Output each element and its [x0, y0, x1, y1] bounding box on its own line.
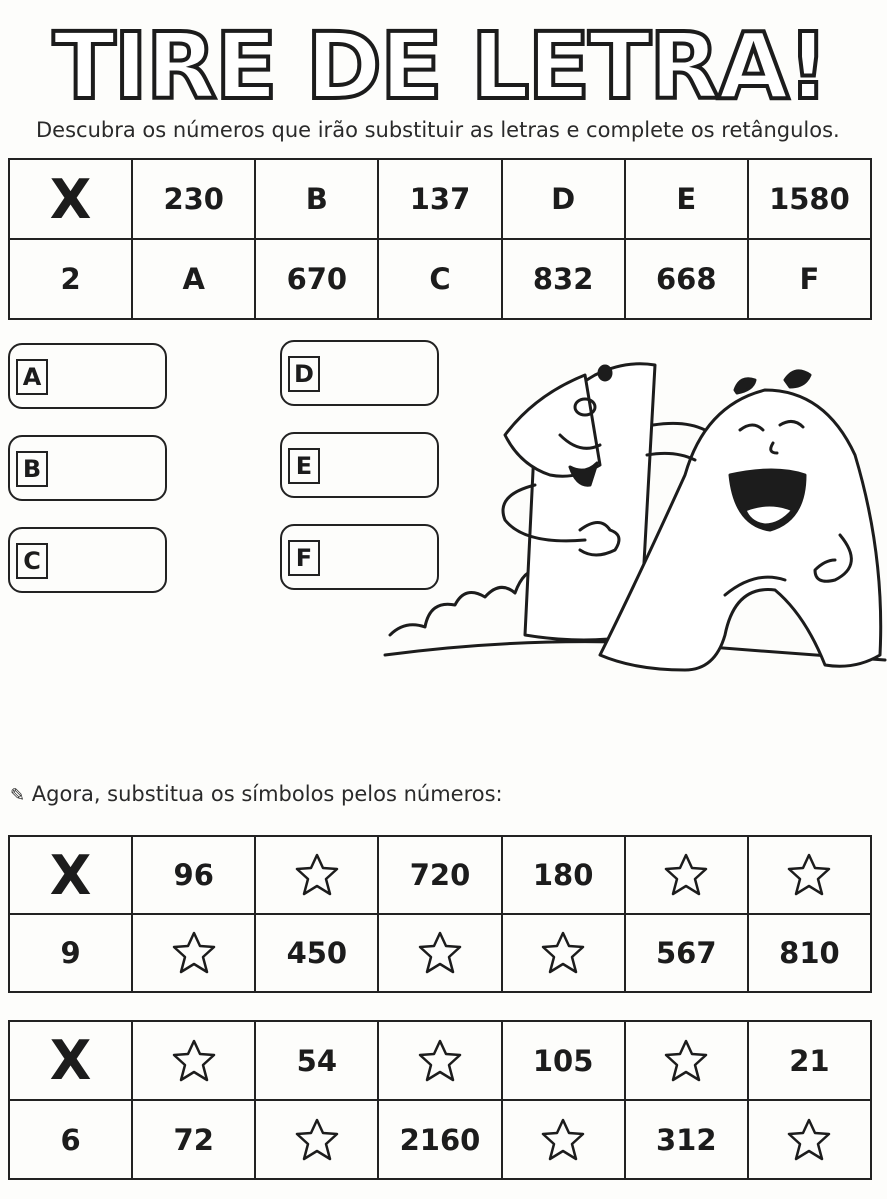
star-icon	[539, 1116, 587, 1164]
table-cell: 105	[502, 1021, 625, 1100]
table-cell: 1580	[748, 159, 871, 239]
star-cell[interactable]	[378, 914, 501, 992]
star-cell[interactable]	[132, 1021, 255, 1100]
table-cell: 567	[625, 914, 748, 992]
table-cell: 832	[502, 239, 625, 319]
table-cell: 2160	[378, 1100, 501, 1179]
letters-illustration	[385, 335, 885, 675]
multiply-symbol: X	[9, 159, 132, 239]
table-cell: 21	[748, 1021, 871, 1100]
instruction-2-text: Agora, substitua os símbolos pelos números:	[31, 782, 503, 806]
multiplication-table-1	[8, 158, 872, 320]
multiply-symbol: X	[9, 836, 132, 914]
table-cell: E	[625, 159, 748, 239]
table-cell: 668	[625, 239, 748, 319]
table-cell: 180	[502, 836, 625, 914]
star-icon	[170, 1037, 218, 1085]
answer-box-a[interactable]	[8, 343, 167, 409]
table-cell: F	[748, 239, 871, 319]
star-icon	[416, 1037, 464, 1085]
star-icon	[293, 1116, 341, 1164]
answer-box-b[interactable]	[8, 435, 167, 501]
table-cell: 230	[132, 159, 255, 239]
table-cell: 96	[132, 836, 255, 914]
table-cell: 72	[132, 1100, 255, 1179]
star-icon	[170, 929, 218, 977]
table-cell: 720	[378, 836, 501, 914]
table-cell: 670	[255, 239, 378, 319]
table-cell: B	[255, 159, 378, 239]
table-cell: A	[132, 239, 255, 319]
star-icon	[785, 1116, 833, 1164]
star-cell[interactable]	[625, 1021, 748, 1100]
table-cell: 810	[748, 914, 871, 992]
star-cell[interactable]	[255, 1100, 378, 1179]
star-icon	[539, 929, 587, 977]
answer-box-c[interactable]	[8, 527, 167, 593]
answer-label: A	[16, 359, 48, 395]
table-cell: D	[502, 159, 625, 239]
star-icon	[785, 851, 833, 899]
title-text: TIRE DE LETRA!	[52, 13, 828, 120]
multiply-symbol: X	[9, 1021, 132, 1100]
table-cell: 54	[255, 1021, 378, 1100]
answer-label: D	[288, 356, 320, 392]
star-icon	[662, 851, 710, 899]
answer-label: C	[16, 543, 48, 579]
star-icon	[416, 929, 464, 977]
table-cell: 9	[9, 914, 132, 992]
star-cell[interactable]	[378, 1021, 501, 1100]
multiplication-table-3	[8, 1020, 872, 1180]
star-cell[interactable]	[502, 1100, 625, 1179]
multiplication-table-2	[8, 835, 872, 993]
star-cell[interactable]	[132, 914, 255, 992]
pencil-icon: ✎	[10, 785, 26, 806]
table-cell: C	[378, 239, 501, 319]
table-cell: 6	[9, 1100, 132, 1179]
answer-label: B	[16, 451, 48, 487]
star-cell[interactable]	[748, 1100, 871, 1179]
star-cell[interactable]	[502, 914, 625, 992]
answer-label: F	[288, 540, 320, 576]
star-cell[interactable]	[625, 836, 748, 914]
star-cell[interactable]	[748, 836, 871, 914]
star-icon	[293, 851, 341, 899]
star-cell[interactable]	[255, 836, 378, 914]
table-cell: 137	[378, 159, 501, 239]
table-cell: 450	[255, 914, 378, 992]
instruction-text: Descubra os números que irão substituir as letras e complete os retângulos.	[36, 118, 840, 142]
table-cell: 312	[625, 1100, 748, 1179]
instruction-2	[10, 782, 503, 806]
star-icon	[662, 1037, 710, 1085]
answer-label: E	[288, 448, 320, 484]
page-title	[52, 8, 828, 120]
table-cell: 2	[9, 239, 132, 319]
